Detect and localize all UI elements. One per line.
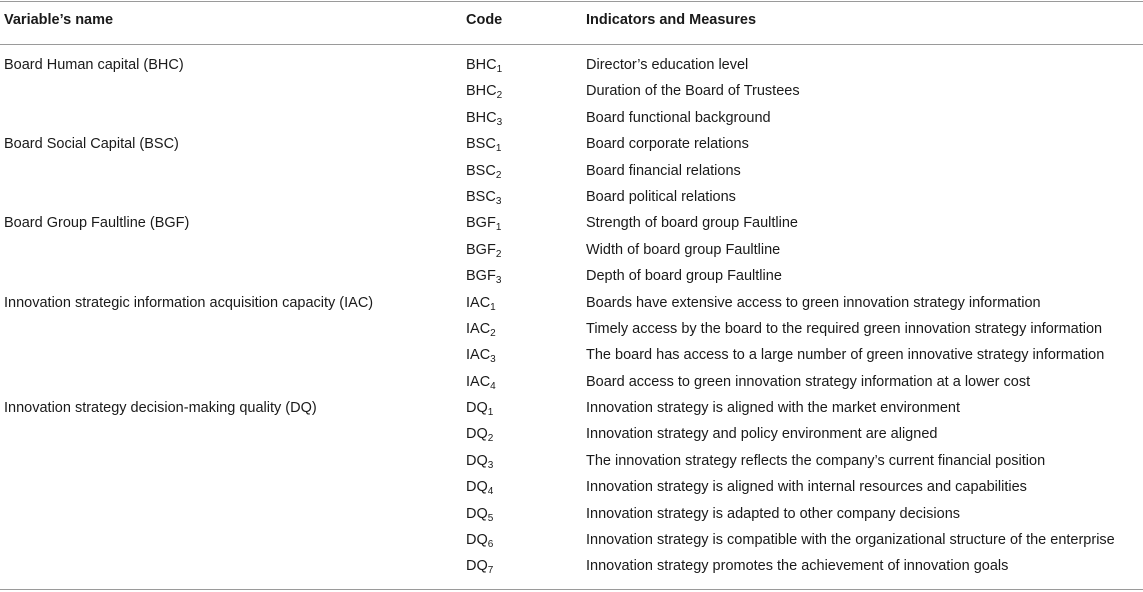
code-text: BGF: [466, 241, 496, 258]
table-row: [0, 133, 1143, 159]
variable-name-cell: Innovation strategy decision-making quality (DQ): [4, 400, 317, 417]
code-cell: [466, 110, 502, 128]
indicator-cell: Director’s education level: [586, 57, 749, 73]
code-cell: [466, 347, 496, 365]
code-subscript: 3: [487, 459, 494, 471]
table-row: [0, 450, 1143, 476]
variable-name-cell: Board Human capital (BHC): [4, 57, 184, 73]
indicator-cell: The innovation strategy reflects the company’s current financial position: [586, 452, 1046, 469]
code-subscript: 4: [490, 380, 496, 392]
indicator-cell: Timely access by the board to the required green innovation strategy information: [586, 320, 1103, 337]
variable-name-cell: Board Group Faultline (BGF): [4, 215, 190, 232]
indicator-cell: Board corporate relations: [586, 136, 749, 153]
indicator-cell: Innovation strategy and policy environment are aligned: [586, 426, 938, 443]
table-row: [0, 54, 1143, 80]
code-subscript: 1: [490, 301, 496, 313]
indicator-cell: Innovation strategy is compatible with the organizational structure of the enterprise: [586, 532, 1115, 549]
code-cell: [466, 215, 501, 233]
indicator-cell: Board political relations: [586, 188, 736, 205]
table-bottom-rule: [0, 589, 1143, 590]
code-cell: [466, 242, 501, 260]
code-text: BGF: [466, 215, 496, 232]
code-text: IAC: [466, 373, 491, 390]
indicator-cell: Duration of the Board of Trustees: [586, 83, 800, 100]
code-text: BSC: [466, 162, 496, 179]
code-cell: [466, 453, 493, 471]
code-cell: [466, 426, 493, 444]
code-text: BGF: [466, 268, 496, 285]
table-row: [0, 529, 1143, 555]
header-code: Code: [466, 12, 503, 28]
code-cell: [466, 163, 501, 181]
code-text: DQ: [466, 452, 488, 469]
code-cell: [466, 83, 502, 101]
indicator-cell: The board has access to a large number of green innovative strategy information: [586, 347, 1105, 364]
code-text: DQ: [466, 400, 488, 417]
code-subscript: 3: [496, 116, 503, 128]
table-row: [0, 265, 1143, 291]
code-subscript: 1: [495, 222, 502, 234]
code-cell: [466, 532, 493, 550]
code-cell: [466, 57, 502, 75]
variable-name-cell: Board Social Capital (BSC): [4, 136, 179, 153]
indicator-cell: Width of board group Faultline: [586, 241, 781, 258]
table-row: [0, 423, 1143, 449]
indicator-cell: Innovation strategy is aligned with internal resources and capabilities: [586, 479, 1027, 496]
code-subscript: 3: [495, 195, 502, 207]
table-row: [0, 107, 1143, 133]
indicator-cell: Innovation strategy is aligned with the market environment: [586, 400, 960, 417]
code-subscript: 5: [487, 512, 494, 524]
code-text: BHC: [466, 109, 497, 126]
table-row: [0, 344, 1143, 370]
table-row: [0, 212, 1143, 238]
code-subscript: 6: [487, 539, 494, 551]
code-cell: [466, 558, 493, 576]
code-subscript: 2: [490, 327, 496, 339]
table-row: [0, 292, 1143, 318]
indicator-cell: Board functional background: [586, 109, 771, 126]
code-cell: [466, 136, 501, 154]
indicator-cell: Strength of board group Faultline: [586, 215, 798, 232]
code-text: IAC: [466, 294, 491, 311]
code-text: IAC: [466, 347, 491, 364]
variable-name-cell: Innovation strategic information acquisition capacity (IAC): [4, 294, 374, 311]
code-subscript: 2: [487, 433, 494, 445]
indicator-cell: Boards have extensive access to green innovation strategy information: [586, 294, 1041, 311]
code-text: BHC: [466, 83, 497, 100]
indicator-cell: Innovation strategy is adapted to other company decisions: [586, 505, 961, 522]
table-row: [0, 476, 1143, 502]
code-subscript: 2: [495, 248, 502, 260]
table-row: [0, 160, 1143, 186]
code-text: DQ: [466, 505, 488, 522]
code-cell: [466, 506, 493, 524]
code-subscript: 4: [487, 486, 494, 498]
code-subscript: 3: [495, 275, 502, 287]
table-row: [0, 186, 1143, 212]
code-subscript: 2: [496, 90, 503, 102]
indicator-cell: Innovation strategy promotes the achievement of innovation goals: [586, 558, 1009, 575]
table-row: [0, 503, 1143, 529]
indicator-cell: Depth of board group Faultline: [586, 268, 782, 285]
table-row: [0, 397, 1143, 423]
indicator-cell: Board financial relations: [586, 162, 741, 179]
header-variable-name: Variable’s name: [4, 12, 114, 28]
code-subscript: 7: [487, 565, 494, 577]
code-subscript: 1: [495, 143, 502, 155]
code-subscript: 1: [496, 64, 503, 75]
code-cell: [466, 268, 501, 286]
code-text: BHC: [466, 57, 497, 73]
header-rule: [0, 44, 1143, 45]
code-text: DQ: [466, 479, 488, 496]
code-text: DQ: [466, 532, 488, 549]
indicator-cell: Board access to green innovation strategy information at a lower cost: [586, 373, 1031, 390]
code-cell: [466, 374, 496, 392]
code-text: BSC: [466, 188, 496, 205]
code-text: BSC: [466, 136, 496, 153]
code-text: DQ: [466, 426, 488, 443]
table-row: [0, 555, 1143, 581]
header-indicators: Indicators and Measures: [586, 12, 757, 28]
table-top-rule: [0, 1, 1143, 2]
table-row: [0, 371, 1143, 397]
code-subscript: 2: [495, 169, 502, 181]
table-row: [0, 318, 1143, 344]
table-row: [0, 80, 1143, 106]
code-text: DQ: [466, 558, 488, 575]
code-subscript: 3: [490, 354, 496, 366]
table-body: [0, 54, 1143, 582]
table-row: [0, 239, 1143, 265]
code-cell: [466, 321, 496, 339]
code-cell: [466, 400, 493, 418]
code-cell: [466, 295, 496, 313]
code-cell: [466, 479, 493, 497]
code-text: IAC: [466, 320, 491, 337]
code-cell: [466, 189, 501, 207]
code-subscript: 1: [487, 407, 494, 419]
